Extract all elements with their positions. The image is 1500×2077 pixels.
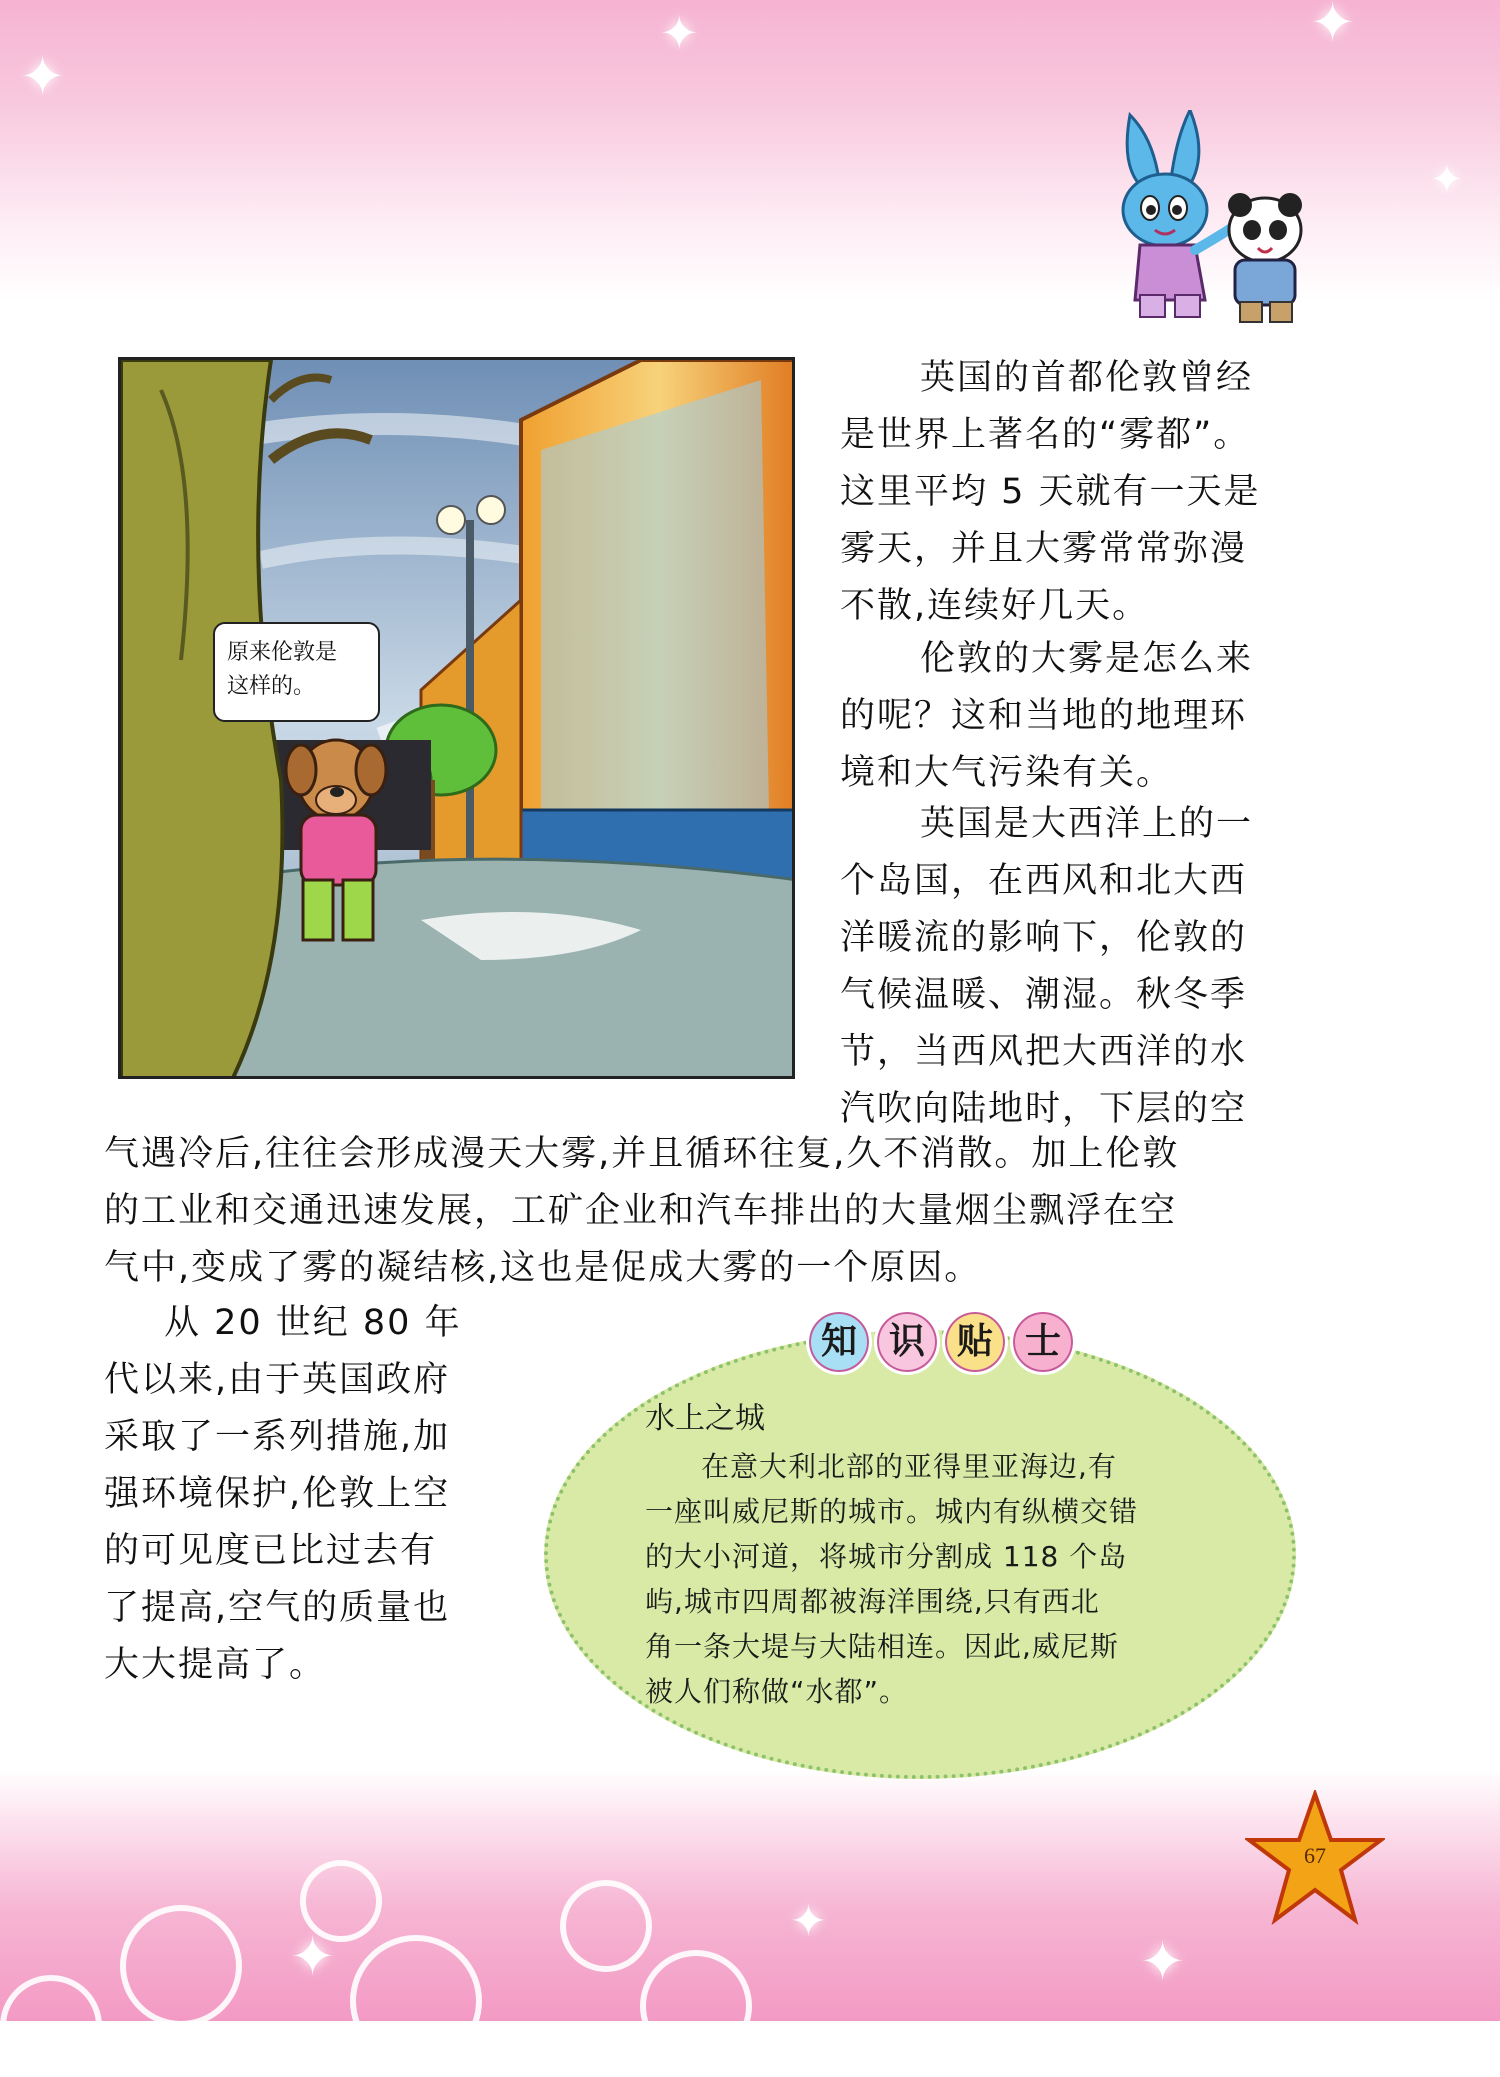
tip-body: 在意大利北部的亚得里亚海边,有 一座叫威尼斯的城市。城内有纵横交错 的大小河道，将城市分割成 118 个岛 屿,城市四周都被海洋围绕,只有西北 角一条大堤与大陆相连。因此,威尼斯 被人们称做“水都”。 (645, 1450, 1139, 1708)
paragraph-improvement: 从 20 世纪 80 年 代以来,由于英国政府 采取了一系列措施,加 强环境保护,伦敦上空 的可见度已比过去有 了提高,空气的质量也 大大提高了。 (104, 1303, 462, 1685)
swirl-ornament (0, 1975, 102, 2077)
sparkle-icon: ✦ (1430, 157, 1464, 203)
sparkle-icon: ✦ (20, 45, 66, 108)
paragraph-island-climate: 英国是大西洋上的一 个岛国，在西风和北大西 洋暖流的影响下，伦敦的 气候温暖、潮湿。秋冬季 节，当西风把大西洋的水 汽吹向陆地时，下层的空 (840, 804, 1254, 1129)
knowledge-tip-title (806, 1309, 1078, 1375)
swirl-ornament (640, 1950, 752, 2062)
swirl-ornament (350, 1935, 482, 2067)
paragraph-island-climate-continued: 气遇冷后,往往会形成漫天大雾,并且循环往复,久不消散。加上伦敦 的工业和交通迅速发展，工矿企业和汽车排出的大量烟尘飘浮在空 气中,变成了雾的凝结核,这也是促成大雾的一个原因。 (104, 1134, 1180, 1288)
sparkle-icon: ✦ (790, 1896, 827, 1947)
speech-bubble-line: 原来伦敦是 (227, 640, 338, 665)
paragraph-foggy-capital: 英国的首都伦敦曾经 是世界上著名的“雾都”。 这里平均 5 天就有一天是 雾天，并且大雾常常弥漫 不散,连续好几天。 (840, 358, 1261, 626)
tip-title-char: 贴 (942, 1309, 1008, 1375)
comic-illustration (118, 357, 795, 1079)
sparkle-icon: ✦ (660, 6, 699, 60)
sparkle-icon: ✦ (1310, 0, 1356, 54)
swirl-ornament (300, 1860, 382, 1942)
page-number: 67 (1304, 1843, 1326, 1868)
rabbit-and-panda-mascots-icon (1100, 110, 1330, 330)
tip-title-char: 士 (1010, 1309, 1076, 1375)
speech-bubble (213, 622, 380, 722)
swirl-ornament (120, 1905, 242, 2027)
paragraph-fog-cause: 伦敦的大雾是怎么来 的呢？这和当地的地理环 境和大气污染有关。 (840, 639, 1254, 793)
tip-heading: 水上之城 (645, 1401, 765, 1436)
sparkle-icon: ✦ (1140, 1930, 1186, 1993)
speech-bubble-line: 这样的。 (227, 674, 316, 699)
swirl-ornament (560, 1880, 652, 1972)
tip-title-char: 识 (874, 1309, 940, 1375)
tip-title-char: 知 (806, 1309, 872, 1375)
sparkle-icon: ✦ (290, 1925, 336, 1988)
